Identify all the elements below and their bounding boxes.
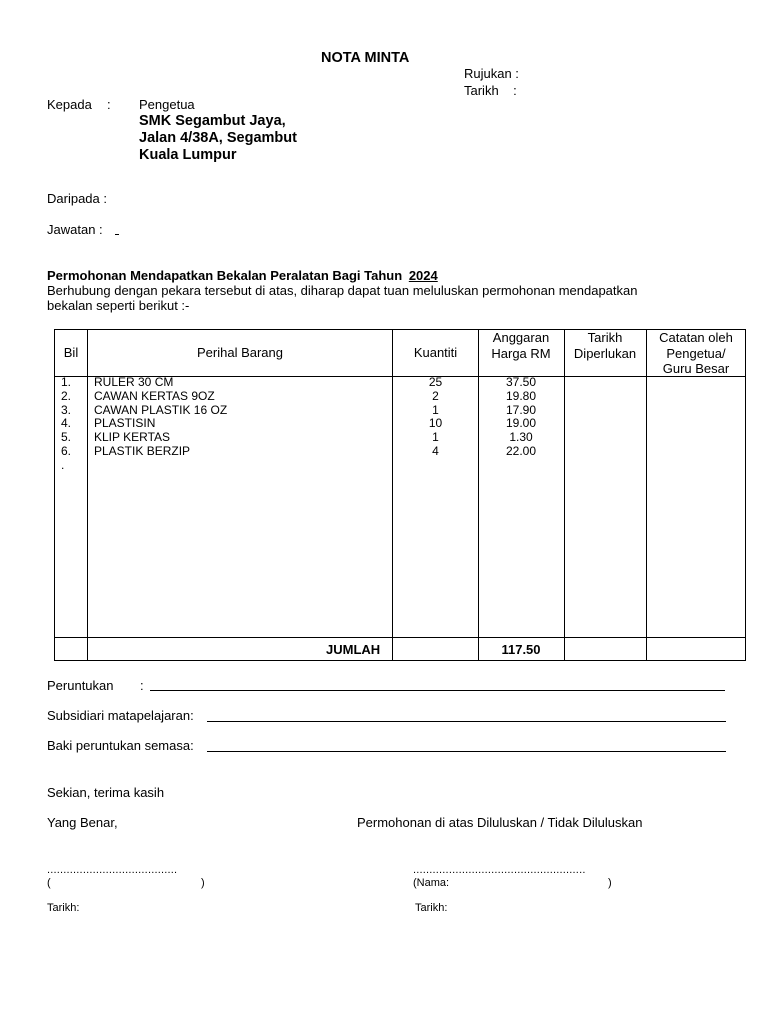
peruntukan-colon: : bbox=[140, 678, 144, 693]
subsidiari-field[interactable] bbox=[207, 721, 726, 722]
baki-field[interactable] bbox=[207, 751, 726, 752]
rujukan-label: Rujukan : bbox=[464, 66, 519, 81]
subject-line bbox=[47, 268, 438, 283]
row-price: 17.90 bbox=[505, 402, 537, 417]
row-price: 19.00 bbox=[505, 416, 537, 431]
row-qty: 10 bbox=[428, 416, 443, 431]
body-line-2: bekalan seperti berikut :- bbox=[47, 298, 190, 313]
approval-text: Permohonan di atas Diluluskan / Tidak Diluluskan bbox=[357, 815, 643, 830]
row-item: PLASTIK BERZIP bbox=[94, 444, 191, 458]
baki-label: Baki peruntukan semasa: bbox=[47, 738, 194, 753]
jawatan-label: Jawatan : bbox=[47, 222, 103, 237]
header-catatan: Catatan oleh Pengetua/ Guru Besar bbox=[659, 330, 733, 376]
table-col-border bbox=[646, 329, 647, 661]
total-label: JUMLAH bbox=[326, 642, 381, 657]
header-tarikh: Tarikh Diperlukan bbox=[573, 330, 637, 361]
row-bil: 5. bbox=[61, 430, 72, 445]
kepada-colon: : bbox=[107, 97, 111, 112]
signature-left-close: ) bbox=[201, 877, 205, 889]
body-line-1: Berhubung dengan pekara tersebut di atas, diharap dapat tuan meluluskan permohonan mendapatkan bbox=[47, 283, 638, 298]
signature-right-date: Tarikh: bbox=[415, 902, 448, 914]
yang-benar: Yang Benar, bbox=[47, 815, 118, 830]
row-price: 19.80 bbox=[505, 388, 537, 403]
row-bil: 6. bbox=[61, 444, 72, 458]
row-bil: 1. bbox=[61, 375, 72, 389]
recipient-position: Pengetua bbox=[139, 97, 195, 112]
row-item: RULER 30 CM bbox=[94, 375, 174, 389]
row-item: PLASTISIN bbox=[94, 416, 156, 431]
row-bil: . bbox=[61, 457, 65, 472]
tarikh-label: Tarikh : bbox=[464, 83, 517, 98]
kepada-label: Kepada bbox=[47, 97, 92, 112]
row-qty: 4 bbox=[432, 444, 439, 458]
peruntukan-field[interactable] bbox=[150, 690, 725, 691]
signature-line-left: ........................................ bbox=[47, 864, 178, 876]
header-bil: Bil bbox=[63, 345, 79, 360]
total-value: 117.50 bbox=[501, 642, 541, 657]
row-item: KLIP KERTAS bbox=[94, 430, 171, 445]
peruntukan-label: Peruntukan bbox=[47, 678, 114, 693]
signature-right-close: ) bbox=[608, 877, 612, 889]
table-col-border bbox=[54, 329, 55, 661]
subject-year: 2024 bbox=[408, 268, 438, 283]
recipient-address-2: Kuala Lumpur bbox=[139, 147, 237, 163]
recipient-school: SMK Segambut Jaya, bbox=[139, 113, 286, 129]
signature-left-open: ( bbox=[47, 877, 51, 889]
row-bil: 3. bbox=[61, 402, 72, 417]
row-price: 22.00 bbox=[505, 444, 537, 458]
row-bil: 4. bbox=[61, 416, 72, 431]
header-kuantiti: Kuantiti bbox=[413, 345, 458, 360]
table-col-border bbox=[745, 329, 746, 661]
row-qty: 25 bbox=[428, 375, 443, 389]
table-total-border bbox=[54, 637, 746, 638]
row-qty: 1 bbox=[432, 402, 439, 417]
row-bil: 2. bbox=[61, 388, 72, 403]
recipient-address-1: Jalan 4/38A, Segambut bbox=[139, 130, 297, 146]
table-col-border bbox=[87, 329, 88, 661]
row-qty: 1 bbox=[432, 430, 439, 445]
signature-right-name: (Nama: bbox=[413, 877, 450, 889]
signature-left-date: Tarikh: bbox=[47, 902, 80, 914]
table-col-border bbox=[564, 329, 565, 661]
header-harga: Anggaran Harga RM bbox=[491, 330, 551, 361]
row-item: CAWAN PLASTIK 16 OZ bbox=[94, 402, 228, 417]
row-item: CAWAN KERTAS 9OZ bbox=[94, 388, 215, 403]
subject-text: Permohonan Mendapatkan Bekalan Peralatan Bagi Tahun bbox=[47, 268, 403, 283]
row-qty: 2 bbox=[432, 388, 439, 403]
subsidiari-label: Subsidiari matapelajaran: bbox=[47, 708, 194, 723]
table-bottom-border bbox=[54, 660, 746, 661]
closing-text: Sekian, terima kasih bbox=[47, 785, 165, 800]
row-price: 1.30 bbox=[509, 430, 533, 445]
header-perihal: Perihal Barang bbox=[197, 345, 283, 360]
daripada-label: Daripada : bbox=[47, 191, 107, 206]
row-price: 37.50 bbox=[505, 375, 537, 389]
jawatan-underline bbox=[115, 234, 119, 235]
signature-line-right: ..................................................... bbox=[413, 864, 586, 876]
page-title: NOTA MINTA bbox=[321, 50, 410, 66]
